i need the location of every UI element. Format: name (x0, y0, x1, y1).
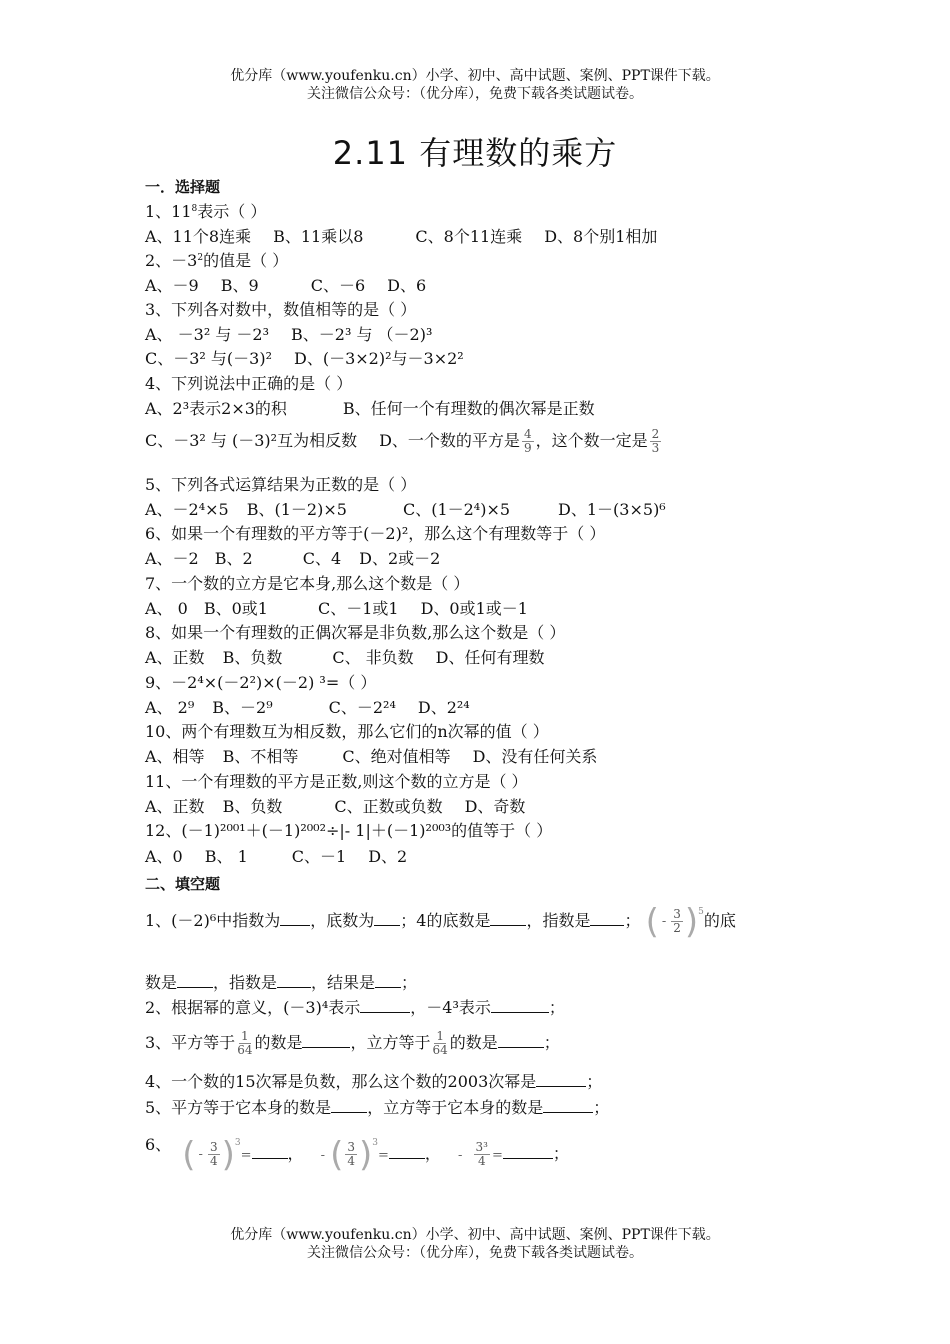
question-2: 2、$-3^2$的值是（ ） (145, 251, 289, 270)
fill-1-line-2: 数是 ，指数是 ，结果是 ； (145, 973, 418, 992)
option: A、－9 (145, 276, 199, 295)
option: D、8个别1相加 (544, 227, 658, 246)
answer-blank[interactable] (491, 998, 549, 1013)
option: B、(1－2)×5 (246, 500, 347, 519)
question-3: 3、下列各对数中，数值相等的是（ ） (145, 300, 417, 319)
question-12: 12、(－1)²⁰⁰¹＋(－1)²⁰⁰²÷|- 1|＋(－1)²⁰⁰³的值等于（ ） (145, 821, 553, 840)
option: C、 非负数 (332, 648, 414, 667)
question-12-options (145, 846, 429, 868)
option: D、奇数 (464, 797, 526, 816)
option: D、6 (387, 276, 427, 295)
option: C、－3² 与(－3)² (145, 349, 273, 368)
option: C、－1或1 (317, 599, 399, 618)
section-choice-title: 一．选择题 (145, 178, 221, 196)
answer-blank[interactable] (536, 1072, 586, 1087)
question-4: 4、下列说法中正确的是（ ） (145, 374, 353, 393)
option: C、4 (302, 549, 342, 568)
question-4-options-ab (145, 398, 617, 420)
option: A、－2⁴×5 (145, 500, 229, 519)
answer-blank[interactable] (252, 1144, 288, 1159)
question-6-options (145, 548, 462, 570)
question-2-options (145, 275, 448, 297)
option: C、8个11连乘 (415, 227, 523, 246)
option: B、负数 (222, 797, 283, 816)
fill-2: 2、根据幂的意义，(－3)⁴表示 ，－4³表示 ； (145, 998, 565, 1017)
fraction: $\frac{1}{64}$ (432, 1029, 448, 1057)
option: B、11乘以8 (273, 227, 364, 246)
answer-blank[interactable] (302, 1033, 350, 1048)
option: B、－2³ 与 （－2)³ (291, 325, 433, 344)
question-8: 8、如果一个有理数的正偶次幂是非负数,那么这个数是（ ） (145, 623, 566, 642)
option: A、11个8连乘 (145, 227, 252, 246)
option: C、－2²⁴ (328, 698, 396, 717)
section-fill-title: 二、填空题 (145, 875, 221, 893)
option: B、任何一个有理数的偶次幂是正数 (342, 399, 595, 418)
power-expression: ( - $\frac{3}{4}$ ) $^3$ (182, 1134, 241, 1175)
option: B、9 (220, 276, 259, 295)
option: B、－2⁹ (212, 698, 273, 717)
question-11: 11、一个有理数的平方是正数,则这个数的立方是（ ） (145, 772, 528, 791)
question-1: 1、$11^8$表示（ ） (145, 202, 267, 221)
option-d: D、一个数的平方是 (379, 431, 520, 450)
power-expression: ( - $\frac{3}{2}$ ) $^5$ (645, 901, 704, 942)
option: B、2 (214, 549, 253, 568)
page-title: 2.11 有理数的乘方 (332, 134, 618, 172)
option: A、－2 (145, 549, 199, 568)
answer-blank[interactable] (360, 998, 410, 1013)
option: B、负数 (222, 648, 283, 667)
option: A、正数 (145, 797, 205, 816)
fraction: $\frac{2}{3}$ (651, 427, 660, 455)
answer-blank[interactable] (374, 911, 400, 926)
power-expression: ( $\frac{3}{4}$ ) $^3$ (330, 1134, 379, 1175)
question-1-options (145, 226, 679, 248)
question-11-options (145, 796, 547, 818)
option: A、相等 (145, 747, 205, 766)
question-9-options (145, 697, 492, 719)
question-5-options (145, 499, 688, 521)
option: D、2²⁴ (417, 698, 470, 717)
option: D、1－(3×5)⁶ (558, 500, 666, 519)
option: B、不相等 (222, 747, 299, 766)
answer-blank[interactable] (590, 911, 624, 926)
option: A、 －3² 与 －2³ (145, 325, 270, 344)
answer-blank[interactable] (177, 973, 213, 988)
question-3-options-cd (145, 348, 486, 370)
option: C、－1 (291, 847, 347, 866)
fraction: $\frac{\text{3³}}{4}$ (475, 1140, 488, 1168)
question-10: 10、两个有理数互为相反数，那么它们的n次幂的值（ ） (145, 722, 549, 741)
option: A、2³表示2×3的积 (145, 399, 287, 418)
answer-blank[interactable] (543, 1098, 593, 1113)
question-4-options-cd: C、－3² 与 (－3)²互为相反数 D、一个数的平方是 $\frac{4}{9}$ ，这个数一定是 $\frac{2}{3}$ (145, 427, 660, 455)
fill-5: 5、平方等于它本身的数是 ，立方等于它本身的数是 ； (145, 1098, 610, 1117)
option: D、任何有理数 (435, 648, 545, 667)
fill-6: 6、 ( - $\frac{3}{4}$ ) $^3$ = ， - ( $\frac{3}{4}$ ) $^3$ = ， - $\frac{\text{3³}}{4}$ = ； (145, 1134, 569, 1175)
option: A、0 (145, 847, 183, 866)
option: B、 1 (204, 847, 248, 866)
fill-3: 3、平方等于 $\frac{1}{64}$ 的数是 ，立方等于 $\frac{1}{64}$ 的数是 ； (145, 1029, 560, 1057)
option: C、－3² 与 (－3)²互为相反数 (145, 431, 358, 450)
answer-blank[interactable] (277, 973, 311, 988)
question-7: 7、一个数的立方是它本身,那么这个数是（ ） (145, 574, 470, 593)
answer-blank[interactable] (331, 1098, 367, 1113)
option: D、(－3×2)²与－3×2² (294, 349, 464, 368)
option: C、(1－2⁴)×5 (402, 500, 511, 519)
option: D、没有任何关系 (472, 747, 598, 766)
option: D、0或1或－1 (420, 599, 528, 618)
question-5: 5、下列各式运算结果为正数的是（ ） (145, 475, 417, 494)
fraction: $\frac{1}{64}$ (237, 1029, 253, 1057)
option: A、 0 (145, 599, 188, 618)
answer-blank[interactable] (375, 973, 401, 988)
answer-blank[interactable] (280, 911, 310, 926)
option: D、2 (368, 847, 408, 866)
footer-line-2: 关注微信公众号：（优分库），免费下载各类试题试卷。 (307, 1245, 643, 1261)
option: C、绝对值相等 (342, 747, 451, 766)
answer-blank[interactable] (503, 1144, 553, 1159)
question-6: 6、如果一个有理数的平方等于(－2)²，那么这个有理数等于（ ） (145, 524, 606, 543)
question-8-options (145, 647, 567, 669)
header-line-1: 优分库（www.youfenku.cn）小学、初中、高中试题、案例、PPT课件下载。 (230, 68, 720, 84)
header-line-2: 关注微信公众号：（优分库），免费下载各类试题试卷。 (307, 86, 643, 102)
answer-blank[interactable] (490, 911, 526, 926)
answer-blank[interactable] (498, 1033, 544, 1048)
option: C、－6 (310, 276, 366, 295)
footer-line-1: 优分库（www.youfenku.cn）小学、初中、高中试题、案例、PPT课件下载。 (230, 1227, 720, 1243)
option: A、正数 (145, 648, 205, 667)
option: B、0或1 (203, 599, 268, 618)
option: A、 2⁹ (145, 698, 195, 717)
fill-1-line-1: 1、(－2)⁶中指数为 ，底数为 ；4的底数是 ，指数是 ； ( - $\frac{3}{2}$ ) $^5$ 的底 (145, 901, 736, 942)
fraction: $\frac{4}{9}$ (523, 427, 532, 455)
fill-4: 4、一个数的15次幂是负数，那么这个数的2003次幂是 ； (145, 1072, 603, 1091)
question-7-options (145, 598, 550, 620)
question-10-options (145, 746, 619, 768)
question-9: 9、－2⁴×(－2²)×(－2) ³=（ ） (145, 673, 377, 692)
question-3-options-ab (145, 324, 454, 346)
option: D、2或－2 (359, 549, 441, 568)
answer-blank[interactable] (389, 1144, 425, 1159)
option: C、正数或负数 (334, 797, 443, 816)
